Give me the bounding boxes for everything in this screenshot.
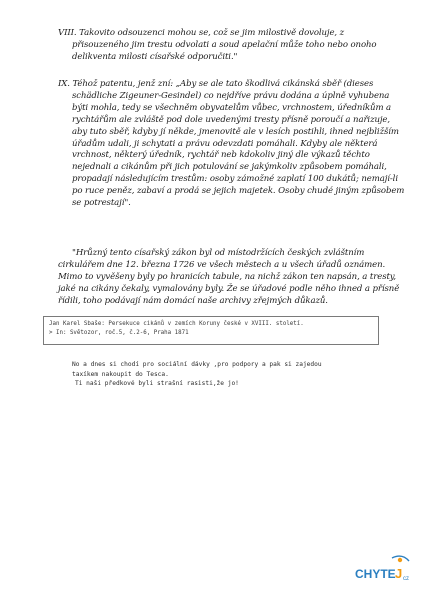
logo-j: J — [395, 566, 403, 581]
citation-line: > In: Světozor, roč.5, č.2-6, Praha 1871 — [49, 330, 189, 336]
text-line: Mimo to vyvěšeny byly po hranicích tabule, na nichž zákon ten napsán, a tresty, — [58, 271, 397, 282]
text-line: cirkulářem dne 12. března 1726 ve všech městech a u všech úřadů oznámen. — [58, 259, 386, 270]
note-line: No a dnes si chodí pro sociální dávky ,pro podpory a pak si zajedou — [72, 361, 322, 368]
paragraph-ix — [58, 79, 405, 210]
student-note — [72, 360, 322, 389]
note-line: Ti naši předkové byli strašní rasisti,že jo! — [75, 380, 239, 387]
text-line: se potrestají". — [72, 198, 131, 209]
text-line: VIII. Takovito odsouzenci mohou se, což se jim milostivě dovoluje, z — [58, 28, 345, 38]
text-line: schädliche Zigeuner-Gesindel) co nejdříve právu dodána a úplně vyhubena — [72, 90, 390, 101]
note-line: taxíkem nakoupit do Tesca. — [72, 370, 169, 378]
text-line: delikventa milosti císařské odporučiti." — [72, 51, 238, 62]
text-line: přisouzeného jim trestu odvolati a soud apelační může toho nebo onoho — [72, 39, 377, 50]
logo-dot-icon — [398, 558, 402, 562]
logo-text: CHYTE — [355, 567, 396, 581]
text-line: řídili, toho podávají nám domácí naše archivy zřejmých důkazů. — [58, 295, 328, 306]
text-line: aby tuto sběř, kdyby jí někde, jmenovitě ale v lesích postihli, ihned nejbližším — [72, 126, 399, 137]
text-line: jaké na cikány čekaly, vymalovány byly. Že se úřadové podle něho ihned a přísně — [58, 283, 400, 294]
chytej-logo[interactable] — [352, 554, 414, 588]
text-line: propadají následujícím trestům: osoby zámožné zaplatí 100 dukátů; nemají-li — [72, 174, 398, 185]
text-line: po ruce peněz, zabaví a prodá se jejich majetek. Osoby chudé jiným způsobem — [72, 186, 405, 197]
text-line: vrchnost, některý úředník, rychtář neb kdokoliv jiný dle výkazů těchto — [72, 150, 370, 161]
text-line: "Hrůzný tento císařský zákon byl od místodržících českých zvláštním — [72, 248, 365, 258]
citation-line: Jan Karel Sbaše: Persekuce cikánů v zemích Koruny české v XVIII. století. — [49, 321, 304, 327]
text-line: úřadům udali, ji schytati a právu odevzdati pomáhali. Kdyby ale některá — [72, 138, 378, 149]
paragraph-viii — [58, 28, 377, 64]
logo-domain: cz — [403, 576, 409, 582]
text-line: IX. Téhož patentu, jenž zní: „Aby se ale tato škodlivá cikánská sběř (dieses — [58, 79, 374, 89]
text-line: býti mohla, tedy se všechněm obyvatelům vůbec, vrchnostem, úředníkům a — [72, 102, 392, 113]
paragraph-closing — [58, 248, 400, 308]
text-line: nejednali a cikánům při jich potulování se jakýmkoliv způsobem pomáhali, — [72, 162, 387, 173]
citation-box — [43, 316, 379, 345]
text-line: rychtářům ale zvláště pod dole uvedenými tresty přísně poroučí a nařizuje, — [72, 114, 391, 125]
